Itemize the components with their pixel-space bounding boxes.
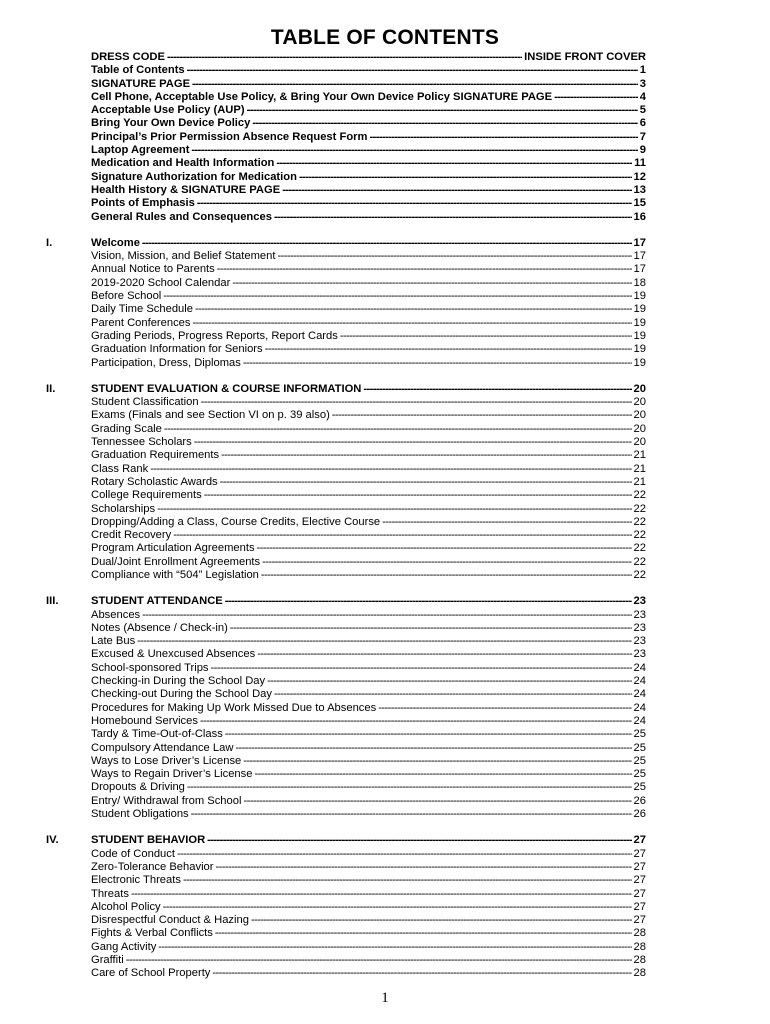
dot-leader (363, 383, 631, 396)
toc-entry[interactable] (0, 330, 770, 343)
toc-front-entry[interactable] (0, 211, 770, 224)
toc-entry[interactable] (0, 662, 770, 675)
toc-entry[interactable] (0, 648, 770, 661)
entry-label: Signature Authorization for Medication (91, 170, 297, 183)
dot-leader (220, 476, 632, 489)
dot-leader (137, 635, 631, 648)
dot-leader (369, 131, 637, 144)
entry-label: Participation, Dress, Diplomas (91, 356, 241, 369)
entry-label: Ways to Lose Driver’s License (91, 754, 242, 767)
entry-label: Zero-Tolerance Behavior (91, 860, 214, 873)
entry-label: Laptop Agreement (91, 144, 190, 157)
toc-entry[interactable] (0, 542, 770, 555)
dot-leader (212, 967, 631, 980)
dot-leader (131, 888, 632, 901)
entry-page-number: 17 (633, 263, 646, 276)
entry-page-number: 23 (633, 621, 646, 634)
entry-page-number: 23 (633, 648, 646, 661)
toc-entry[interactable] (0, 861, 770, 874)
dot-leader (257, 542, 632, 555)
entry-page-number: 21 (633, 475, 646, 488)
entry-label: Dual/Joint Enrollment Agreements (91, 555, 261, 568)
dot-leader (235, 742, 631, 755)
entry-label: Graduation Requirements (91, 449, 220, 462)
dot-leader (225, 728, 632, 741)
toc-section-heading[interactable] (0, 595, 770, 608)
dot-leader (257, 648, 631, 661)
entry-label: Vision, Mission, and Belief Statement (91, 250, 276, 263)
entry-label: Grading Scale (91, 422, 162, 435)
dot-leader (195, 303, 632, 316)
entry-label: Compulsory Attendance Law (91, 741, 234, 754)
entry-label: Ways to Regain Driver’s License (91, 768, 253, 781)
entry-label: STUDENT BEHAVIOR (91, 834, 206, 847)
section-numeral: I. (46, 236, 53, 249)
entry-label: Welcome (91, 236, 140, 249)
entry-label: 2019-2020 School Calendar (91, 276, 231, 289)
entry-page-number: 11 (634, 157, 646, 170)
dot-leader (150, 463, 631, 476)
dot-leader (201, 396, 632, 409)
entry-page-number: 3 (639, 77, 646, 90)
entry-page-number: 20 (633, 396, 646, 409)
entry-page-number: 22 (633, 555, 646, 568)
dot-leader (274, 688, 632, 701)
entry-label: Student Obligations (91, 808, 189, 821)
section-numeral: III. (46, 595, 59, 608)
toc-entry[interactable] (0, 290, 770, 303)
toc-front-entry[interactable] (0, 91, 770, 104)
entry-page-number: 20 (633, 409, 646, 422)
toc-entry[interactable] (0, 702, 770, 715)
toc-entry[interactable] (0, 489, 770, 502)
entry-label: STUDENT ATTENDANCE (91, 595, 223, 608)
toc-front-entry[interactable] (0, 131, 770, 144)
entry-label: Cell Phone, Acceptable Use Policy, & Bring Your Own Device Policy SIGNATURE PAGE (91, 90, 553, 103)
toc-entry[interactable] (0, 688, 770, 701)
entry-page-number: 19 (633, 316, 646, 329)
entry-label: Acceptable Use Policy (AUP) (91, 104, 245, 117)
table-of-contents (0, 51, 770, 981)
toc-front-entry[interactable] (0, 157, 770, 170)
entry-label: Entry/ Withdrawal from School (91, 794, 242, 807)
entry-page-number: 27 (633, 847, 646, 860)
toc-entry[interactable] (0, 742, 770, 755)
entry-page-number: 6 (639, 117, 646, 130)
entry-page-number: 28 (633, 927, 646, 940)
dot-leader (200, 715, 632, 728)
toc-front-entry[interactable] (0, 78, 770, 91)
entry-page-number: 22 (633, 542, 646, 555)
entry-page-number: 9 (639, 144, 646, 157)
entry-page-number: 25 (633, 741, 646, 754)
entry-label: Notes (Absence / Check-in) (91, 621, 228, 634)
entry-page-number: 23 (633, 608, 646, 621)
entry-page-number: 27 (633, 874, 646, 887)
toc-front-entry[interactable] (0, 64, 770, 77)
toc-entry[interactable] (0, 317, 770, 330)
dot-leader (251, 914, 632, 927)
entry-page-number: 16 (633, 210, 646, 223)
section-spacer (0, 224, 770, 237)
toc-front-entry[interactable] (0, 171, 770, 184)
toc-entry[interactable] (0, 569, 770, 582)
entry-label: Disrespectful Conduct & Hazing (91, 914, 249, 927)
toc-entry[interactable] (0, 516, 770, 529)
entry-label: General Rules and Consequences (91, 210, 272, 223)
entry-label: Health History & SIGNATURE PAGE (91, 183, 281, 196)
toc-front-entry[interactable] (0, 104, 770, 117)
entry-label: Care of School Property (91, 967, 211, 980)
toc-entry[interactable] (0, 635, 770, 648)
entry-page-number: 27 (633, 834, 646, 847)
entry-page-number: 1 (639, 64, 646, 77)
entry-label: DRESS CODE (91, 51, 165, 63)
dot-leader (157, 503, 631, 516)
dot-leader (276, 157, 632, 170)
toc-entry[interactable] (0, 463, 770, 476)
entry-label: Student Classification (91, 396, 199, 409)
entry-page-number: 28 (633, 967, 646, 980)
entry-label: Excused & Unexcused Absences (91, 648, 256, 661)
toc-entry[interactable] (0, 954, 770, 967)
entry-page-number: 25 (633, 768, 646, 781)
toc-entry[interactable] (0, 357, 770, 370)
toc-entry[interactable] (0, 755, 770, 768)
toc-entry[interactable] (0, 622, 770, 635)
entry-page-number: 23 (633, 595, 646, 608)
toc-entry[interactable] (0, 423, 770, 436)
entry-page-number: 19 (633, 290, 646, 303)
entry-page-number: 19 (633, 329, 646, 342)
entry-label: Late Bus (91, 635, 136, 648)
dot-leader (187, 781, 632, 794)
toc-entry[interactable] (0, 449, 770, 462)
dot-leader (378, 702, 631, 715)
dot-leader (126, 954, 632, 967)
dot-leader (252, 117, 637, 130)
toc-entry[interactable] (0, 476, 770, 489)
entry-label: Parent Conferences (91, 316, 191, 329)
dot-leader (243, 755, 631, 768)
entry-label: Dropouts & Driving (91, 781, 185, 794)
dot-leader (267, 675, 631, 688)
toc-entry[interactable] (0, 848, 770, 861)
entry-page-number: 18 (633, 276, 646, 289)
dot-leader (163, 290, 631, 303)
toc-front-entry[interactable] (0, 184, 770, 197)
entry-page-number: 22 (633, 515, 646, 528)
section-spacer (0, 582, 770, 595)
dot-leader (262, 556, 631, 569)
toc-front-entry[interactable] (0, 117, 770, 130)
toc-front-entry[interactable] (0, 197, 770, 210)
entry-page-number: 22 (633, 489, 646, 502)
entry-label: Tardy & Time-Out-of-Class (91, 728, 223, 741)
dot-leader (167, 51, 522, 64)
entry-label: Graduation Information for Seniors (91, 343, 263, 356)
toc-entry[interactable] (0, 529, 770, 542)
entry-page-number: 24 (633, 688, 646, 701)
dot-leader (554, 91, 638, 104)
section-numeral: IV. (46, 834, 59, 847)
dot-leader (211, 662, 632, 675)
entry-label: Program Articulation Agreements (91, 542, 255, 555)
dot-leader (193, 317, 632, 330)
entry-page-number: 7 (639, 130, 646, 143)
dot-leader (207, 834, 631, 847)
dot-leader (183, 874, 632, 887)
entry-page-number: 5 (639, 104, 646, 117)
entry-label: Table of Contents (91, 64, 185, 77)
entry-label: Compliance with “504” Legislation (91, 568, 259, 581)
entry-page-number: 19 (633, 343, 646, 356)
entry-label: School-sponsored Trips (91, 661, 209, 674)
dot-leader (216, 861, 632, 874)
entry-page-number: 22 (633, 529, 646, 542)
dot-leader (274, 211, 632, 224)
dot-leader (243, 795, 631, 808)
dot-leader (282, 184, 631, 197)
toc-entry[interactable] (0, 888, 770, 901)
toc-entry[interactable] (0, 901, 770, 914)
toc-entry[interactable] (0, 675, 770, 688)
entry-label: Checking-out During the School Day (91, 688, 272, 701)
dot-leader (247, 104, 638, 117)
entry-label: Absences (91, 608, 141, 621)
entry-label: Daily Time Schedule (91, 303, 193, 316)
entry-page-number: 27 (633, 887, 646, 900)
entry-page-number: 26 (633, 794, 646, 807)
entry-page-number: 24 (633, 701, 646, 714)
entry-page-number: 24 (633, 714, 646, 727)
entry-page-number: 26 (633, 808, 646, 821)
dot-leader (192, 78, 638, 91)
dot-leader (142, 609, 631, 622)
entry-page-number: 20 (633, 422, 646, 435)
dot-leader (277, 250, 631, 263)
toc-entry[interactable] (0, 250, 770, 263)
entry-label: Fights & Verbal Conflicts (91, 927, 213, 940)
toc-front-entry[interactable] (0, 51, 770, 64)
entry-page-number: 25 (633, 754, 646, 767)
dot-leader (382, 516, 631, 529)
entry-label: Principal’s Prior Permission Absence Request Form (91, 130, 368, 143)
entry-label: Annual Notice to Parents (91, 263, 215, 276)
entry-page-number: 20 (633, 436, 646, 449)
entry-page-number: INSIDE FRONT COVER (524, 51, 646, 63)
dot-leader (158, 941, 631, 954)
entry-label: Grading Periods, Progress Reports, Report Cards (91, 329, 338, 342)
dot-leader (225, 595, 632, 608)
entry-page-number: 22 (633, 502, 646, 515)
dot-leader (163, 901, 632, 914)
entry-label: Medication and Health Information (91, 157, 275, 170)
entry-page-number: 24 (633, 661, 646, 674)
dot-leader (173, 529, 631, 542)
dot-leader (164, 423, 632, 436)
entry-page-number: 24 (633, 675, 646, 688)
toc-entry[interactable] (0, 728, 770, 741)
entry-label: Graffiti (91, 954, 124, 966)
entry-page-number: 28 (633, 940, 646, 953)
dot-leader (191, 144, 637, 157)
dot-leader (265, 343, 632, 356)
entry-page-number: 13 (633, 183, 646, 196)
entry-page-number: 27 (633, 914, 646, 927)
page-title: TABLE OF CONTENTS (270, 26, 500, 49)
entry-page-number: 25 (633, 728, 646, 741)
entry-label: Threats (91, 887, 129, 900)
dot-leader (332, 409, 632, 422)
entry-label: Alcohol Policy (91, 900, 161, 913)
toc-entry[interactable] (0, 303, 770, 316)
toc-entry[interactable] (0, 436, 770, 449)
dot-leader (299, 171, 632, 184)
entry-page-number: 15 (633, 197, 646, 210)
toc-entry[interactable] (0, 874, 770, 887)
toc-entry[interactable] (0, 927, 770, 940)
entry-label: Points of Emphasis (91, 197, 195, 210)
entry-label: Dropping/Adding a Class, Course Credits, Elective Course (91, 515, 381, 528)
dot-leader (243, 357, 632, 370)
dot-leader (340, 330, 632, 343)
entry-page-number: 25 (633, 781, 646, 794)
entry-label: Tennessee Scholars (91, 436, 192, 449)
entry-page-number: 17 (633, 250, 646, 263)
toc-section-heading[interactable] (0, 383, 770, 396)
toc-entry[interactable] (0, 715, 770, 728)
entry-label: College Requirements (91, 489, 202, 502)
entry-label: Class Rank (91, 462, 149, 475)
dot-leader (217, 263, 632, 276)
toc-section-heading[interactable] (0, 237, 770, 250)
entry-label: Exams (Finals and see Section VI on p. 39 also) (91, 409, 330, 422)
entry-label: SIGNATURE PAGE (91, 77, 191, 90)
entry-page-number: 20 (633, 382, 646, 395)
toc-entry[interactable] (0, 396, 770, 409)
entry-page-number: 21 (633, 462, 646, 475)
toc-entry[interactable] (0, 556, 770, 569)
entry-label: Before School (91, 290, 162, 303)
entry-page-number: 22 (633, 568, 646, 581)
entry-page-number: 19 (633, 356, 646, 369)
entry-page-number: 19 (633, 303, 646, 316)
entry-label: Credit Recovery (91, 529, 172, 542)
dot-leader (194, 436, 632, 449)
dot-leader (215, 927, 632, 940)
entry-label: Homebound Services (91, 714, 198, 727)
dot-leader (204, 489, 632, 502)
toc-entry[interactable] (0, 263, 770, 276)
toc-entry[interactable] (0, 343, 770, 356)
toc-entry[interactable] (0, 781, 770, 794)
entry-label: Rotary Scholastic Awards (91, 475, 218, 488)
toc-entry[interactable] (0, 967, 770, 980)
dot-leader (177, 848, 632, 861)
toc-entry[interactable] (0, 277, 770, 290)
section-numeral: II. (46, 382, 56, 395)
entry-page-number: 4 (639, 90, 646, 103)
entry-label: Gang Activity (91, 940, 157, 953)
toc-entry[interactable] (0, 609, 770, 622)
dot-leader (261, 569, 632, 582)
dot-leader (254, 768, 631, 781)
toc-entry[interactable] (0, 409, 770, 422)
entry-page-number: 12 (633, 170, 646, 183)
section-spacer (0, 370, 770, 383)
toc-entry[interactable] (0, 941, 770, 954)
entry-label: Bring Your Own Device Policy (91, 117, 251, 130)
entry-page-number: 21 (633, 449, 646, 462)
toc-entry[interactable] (0, 914, 770, 927)
dot-leader (221, 449, 631, 462)
entry-page-number: 27 (633, 900, 646, 913)
entry-label: STUDENT EVALUATION & COURSE INFORMATION (91, 382, 362, 395)
dot-leader (142, 237, 632, 250)
entry-label: Checking-in During the School Day (91, 675, 266, 688)
toc-section-heading[interactable] (0, 834, 770, 847)
section-spacer (0, 821, 770, 834)
entry-page-number: 23 (633, 635, 646, 648)
dot-leader (230, 622, 632, 635)
toc-front-entry[interactable] (0, 144, 770, 157)
toc-entry[interactable] (0, 503, 770, 516)
entry-label: Procedures for Making Up Work Missed Due to Absences (91, 701, 377, 714)
toc-entry[interactable] (0, 808, 770, 821)
toc-entry[interactable] (0, 795, 770, 808)
page-number: 1 (381, 990, 389, 1006)
dot-leader (187, 64, 638, 77)
entry-label: Electronic Threats (91, 874, 181, 887)
entry-page-number: 27 (633, 860, 646, 873)
dot-leader (232, 277, 631, 290)
entry-label: Code of Conduct (91, 847, 175, 860)
dot-leader (191, 808, 632, 821)
toc-entry[interactable] (0, 768, 770, 781)
entry-page-number: 28 (633, 954, 646, 966)
entry-label: Scholarships (91, 502, 156, 515)
entry-page-number: 17 (633, 236, 646, 249)
dot-leader (197, 197, 632, 210)
